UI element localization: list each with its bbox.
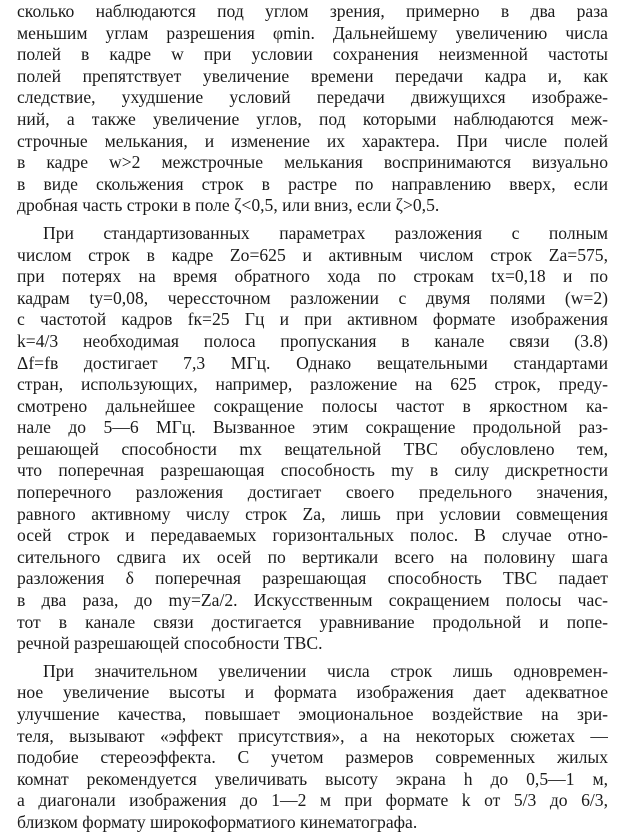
text-line: улучшение качества, повышает эмоциональное воздействие на зри- — [17, 704, 608, 724]
text-line: сколько наблюдаются под углом зрения, примерно в два раза — [17, 1, 608, 21]
text-line: строчные мелькания, и изменение их характера. При числе полей — [17, 130, 608, 151]
paragraph-1 — [17, 1, 608, 217]
text-line: что поперечная разрешающая способность my в силу дискретности — [17, 460, 608, 481]
text-line: комнат рекомендуется увеличивать высоту экрана h до 0,5—1 м, — [17, 768, 608, 789]
text-line: поперечного разложения достигает своего предельного значения, — [17, 482, 608, 503]
text-line: числом строк в кадре Zo=625 и активным числом строк Za=575, — [17, 244, 608, 265]
text-line: речной разрешающей способности ТВС. — [17, 633, 323, 654]
text-line: теля, вызывают «эффект присутствия», а на некоторых сюжетах — — [17, 725, 608, 746]
paragraph-2 — [17, 223, 608, 655]
text-line: подобие стереоэффекта. С учетом размеров современных жилых — [17, 747, 608, 768]
paragraph-3 — [17, 661, 608, 834]
text-line: в два раза, до my=Za/2. Искусственным сокращением полосы час- — [17, 590, 608, 611]
text-line: ний, а также увеличение углов, под которыми наблюдаются меж- — [17, 108, 608, 129]
text-line: а диагонали изображения до 1—2 м при формате k от 5/3 до 6/3, — [17, 790, 608, 811]
text-line: дробная часть строки в поле ζ<0,5, или вниз, если ζ>0,5. — [17, 195, 440, 216]
text-line: с частотой кадров fк=25 Гц и при активном формате изображения — [17, 309, 608, 330]
text-line: решающей способности mx вещательной ТВС обусловлено тем, — [17, 438, 608, 459]
text-line: Δf=fв достигает 7,3 МГц. Однако вещательными стандартами — [17, 352, 608, 373]
text-line: полей в кадре w при условии сохранения неизменной частоты — [17, 44, 608, 65]
text-line: тот в канале связи достигается уравнивание продольной и попе- — [17, 611, 608, 632]
text-line: осей строк и передаваемых горизонтальных полос. В случае отно- — [17, 525, 608, 546]
text-line: смотрено дальнейшее сокращение полосы частот в яркостном ка- — [17, 395, 608, 416]
text-line: близком формату широкоформатиого кинематографа. — [17, 811, 418, 832]
text-line: при потерях на время обратного хода по строкам tx=0,18 и по — [17, 266, 608, 287]
text-line: сительного сдвига их осей по вертикали всего на половину шага — [17, 546, 608, 567]
text-line: полей препятствует увеличение времени передачи кадра и, как — [17, 65, 608, 86]
text-line: ное увеличение высоты и формата изображения дает адекватное — [17, 682, 608, 703]
text-line: При стандартизованных параметрах разложения с полным — [43, 222, 608, 243]
text-line: стран, использующих, например, разложение на 625 строк, преду- — [17, 374, 608, 395]
text-line: кадрам ty=0,08, черессточном разложении с двумя полями (w=2) — [17, 287, 608, 308]
text-line: меньшим углам разрешения φmin. Дальнейшему увеличению числа — [17, 22, 608, 43]
text-line: нале до 5—6 МГц. Вызванное этим сокращение продольной раз- — [17, 417, 608, 438]
text-line: k=4/3 необходимая полоса пропускания в канале связи (3.8) — [17, 330, 608, 351]
text-line: равного активному числу строк Za, лишь при условии совмещения — [17, 503, 608, 524]
text-line: разложения δ поперечная разрешающая способность ТВС падает — [17, 568, 608, 589]
text-line: в виде скольжения строк в растре по направлению вверх, если — [17, 173, 608, 194]
text-line: следствие, ухудшение условий передачи движущихся изображе- — [17, 87, 608, 108]
text-line: При значительном увеличении числа строк лишь одновремен- — [43, 660, 608, 681]
text-line: в кадре w>2 межстрочные мелькания воспринимаются визуально — [17, 152, 608, 173]
